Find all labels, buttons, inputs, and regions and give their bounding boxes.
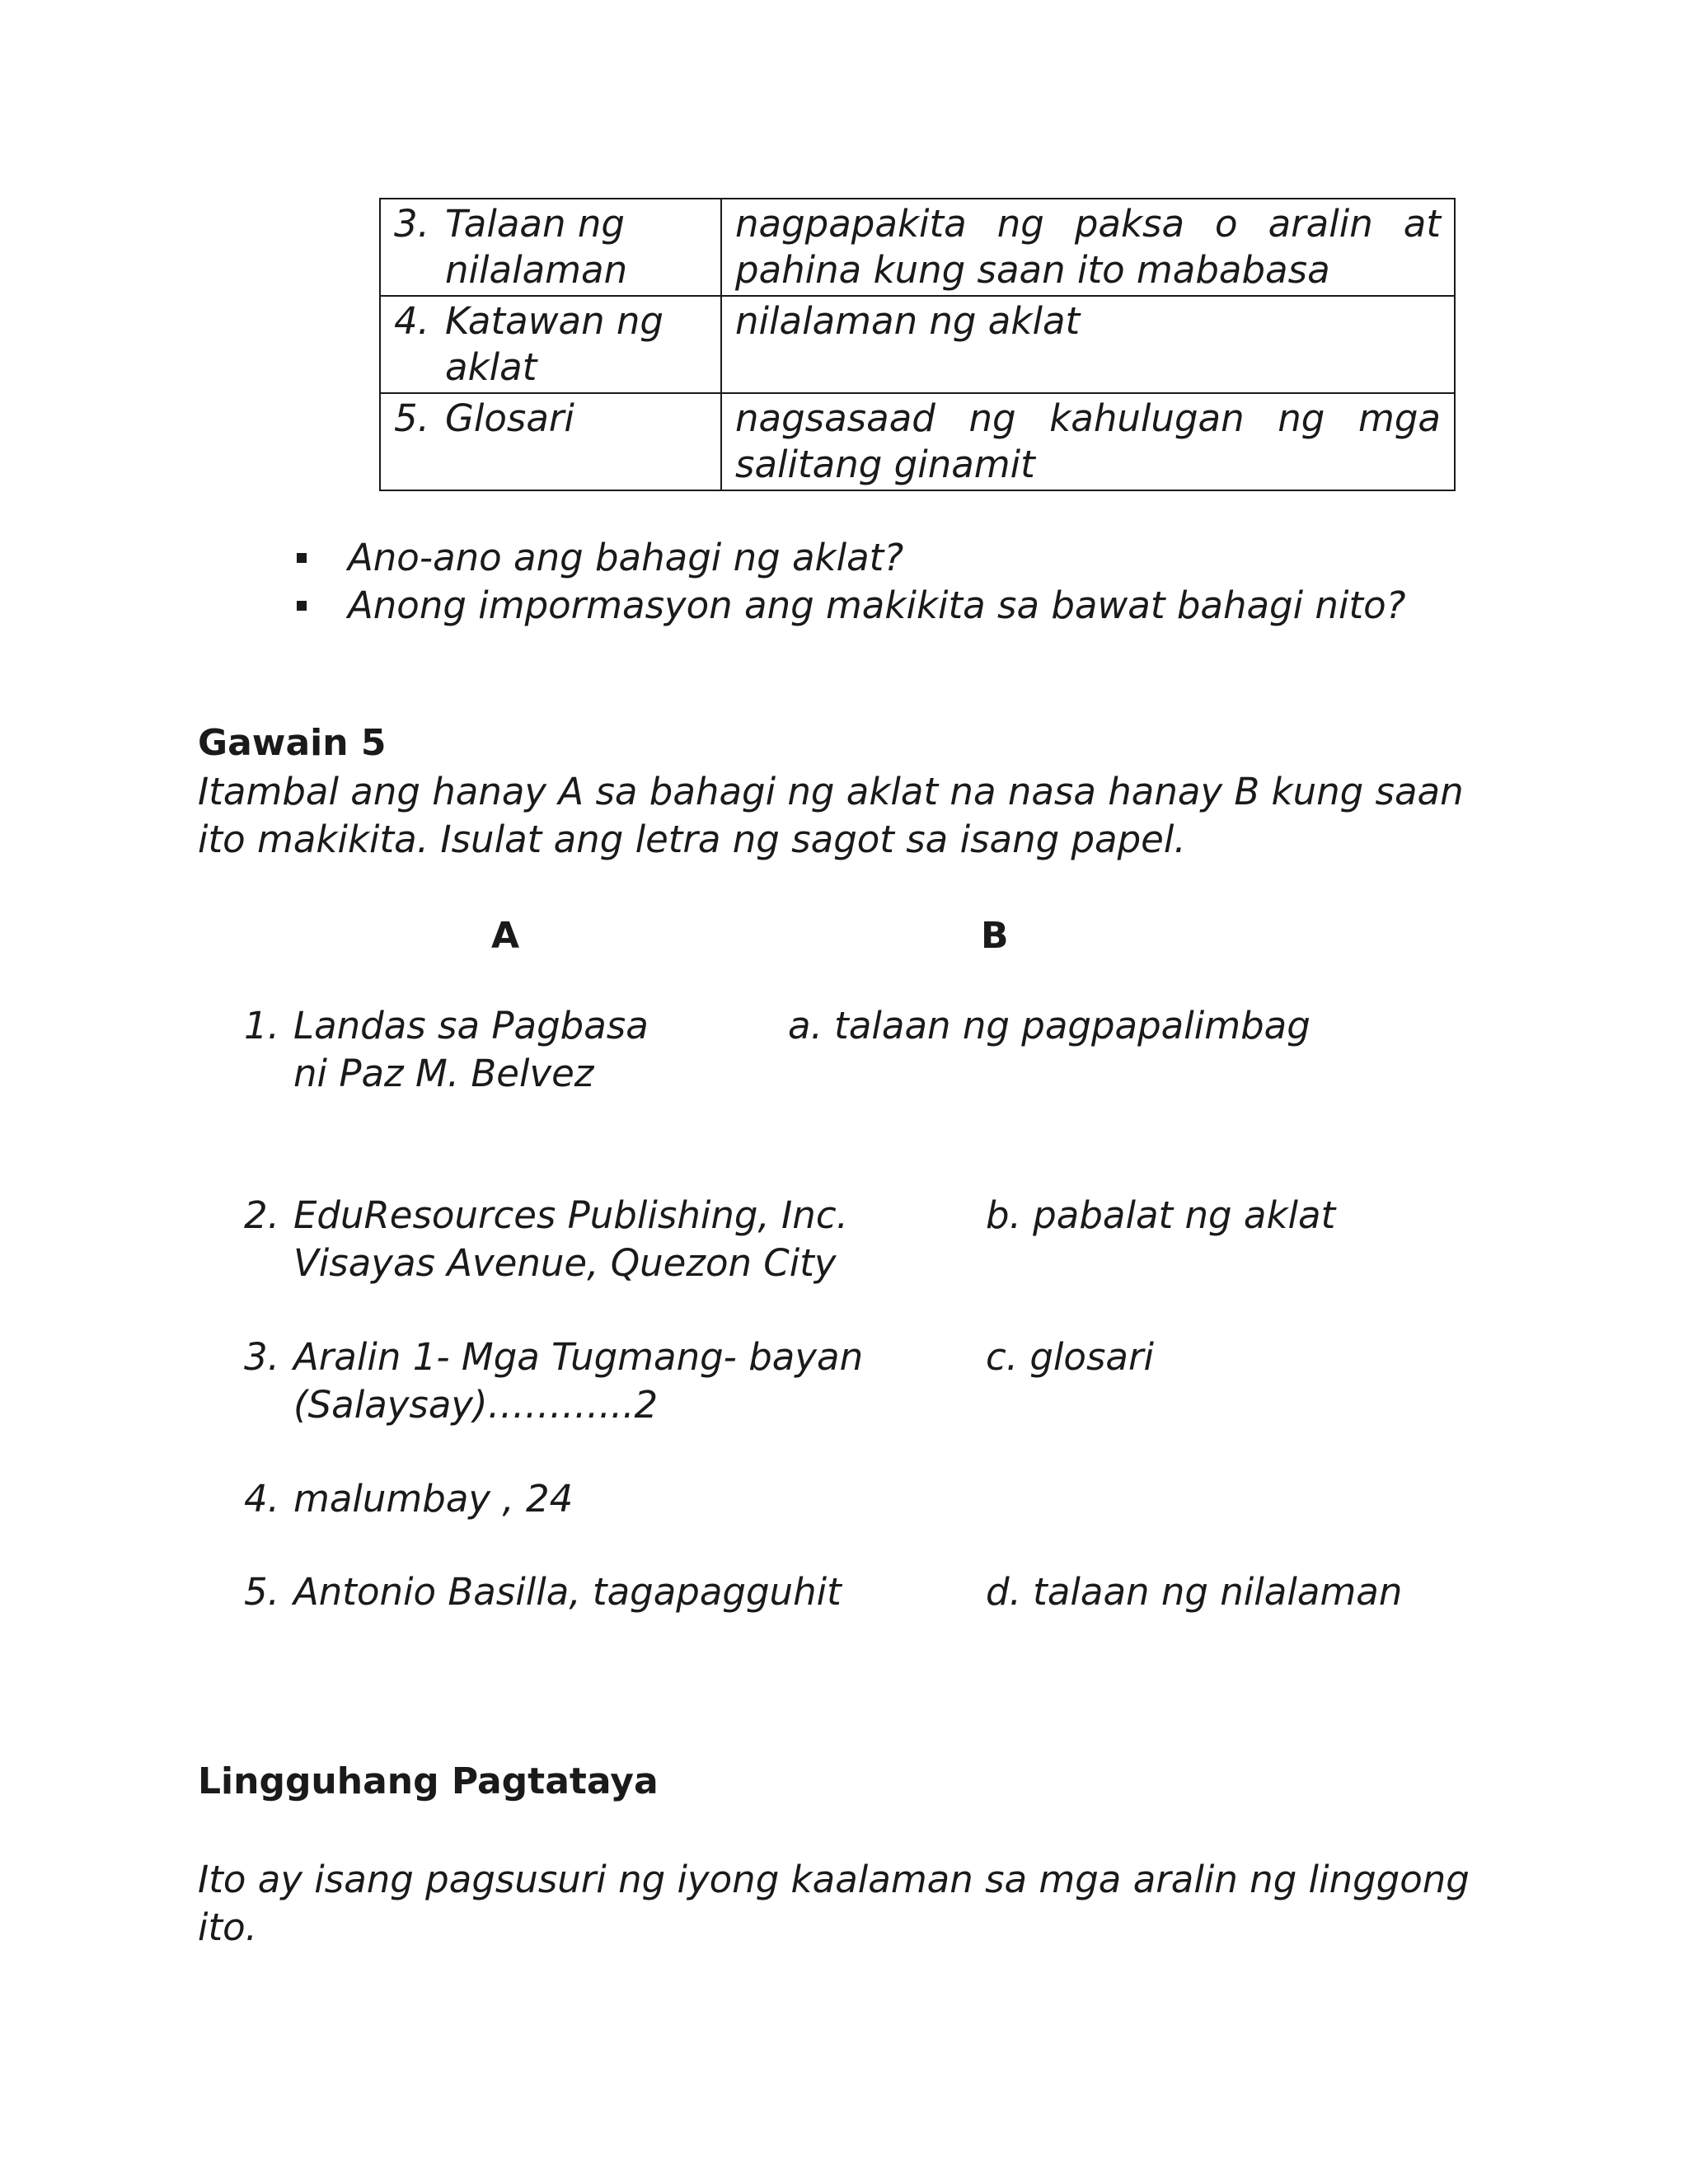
- gawain-title: Gawain 5: [198, 722, 387, 764]
- column-b-heading: B: [981, 915, 1009, 957]
- table-cell-part: [380, 199, 721, 296]
- item-line: (Salaysay)………...2: [293, 1383, 659, 1427]
- lingguhan-text: Ito ay isang pagsusuri ng iyong kaalaman sa mga aralin ng linggong ito.: [198, 1858, 1470, 1949]
- part-description: nilalaman ng aklat: [721, 296, 1455, 393]
- row-number: 4.: [394, 299, 429, 343]
- table-row: [380, 199, 1455, 296]
- table-cell-part: [380, 296, 721, 393]
- part-name: Talaan ng nilalaman: [445, 202, 628, 292]
- item-line: ni Paz M. Belvez: [293, 1052, 594, 1095]
- match-choice-b: c. glosari: [986, 1335, 1154, 1379]
- match-choice-b: a. talaan ng pagpapalimbag: [788, 1004, 1311, 1047]
- match-choice-b: b. pabalat ng aklat: [986, 1193, 1336, 1237]
- item-line: Aralin 1- Mga Tugmang- bayan: [293, 1335, 864, 1379]
- item-number: 5.: [244, 1570, 279, 1614]
- match-choice-b: d. talaan ng nilalaman: [986, 1570, 1403, 1614]
- lingguhan-title: Lingguhang Pagtataya: [198, 1760, 659, 1802]
- row-number: 3.: [394, 202, 429, 246]
- table-row: [380, 393, 1455, 490]
- item-line: malumbay , 24: [293, 1477, 574, 1521]
- item-line: Antonio Basilla, tagapagguhit: [293, 1570, 842, 1614]
- bullet-square-icon: [297, 553, 307, 563]
- list-item: [297, 582, 1406, 630]
- item-line: EduResources Publishing, Inc.: [293, 1193, 848, 1237]
- item-number: 3.: [244, 1335, 279, 1379]
- match-item-a: [244, 1002, 649, 1098]
- match-item-a: [244, 1475, 573, 1523]
- item-number: 2.: [244, 1193, 279, 1237]
- item-number: 4.: [244, 1477, 279, 1521]
- item-number: 1.: [244, 1004, 279, 1047]
- item-line: Landas sa Pagbasa: [293, 1004, 649, 1047]
- part-description: nagsasaad ng kahulugan ng mga salitang ginamit: [721, 393, 1455, 490]
- part-description: nagpapakita ng paksa o aralin at pahina kung saan ito mababasa: [721, 199, 1455, 296]
- column-a-heading: A: [491, 915, 520, 957]
- part-name: Glosari: [445, 396, 574, 440]
- row-number: 5.: [394, 396, 429, 440]
- gawain-instruction: Itambal ang hanay A sa bahagi ng aklat na nasa hanay B kung saan ito makikita. Isulat ang letra ng sagot sa isang papel.: [198, 770, 1464, 861]
- list-item: [297, 534, 1406, 582]
- question-list: [297, 534, 1406, 630]
- bullet-square-icon: [297, 601, 307, 611]
- book-parts-table: [379, 198, 1456, 491]
- match-item-a: [244, 1192, 848, 1287]
- part-name: Katawan ng aklat: [445, 299, 663, 389]
- table-cell-part: [380, 393, 721, 490]
- match-item-a: [244, 1568, 842, 1616]
- item-line: Visayas Avenue, Quezon City: [293, 1241, 837, 1285]
- question-text: Ano-ano ang bahagi ng aklat?: [348, 536, 904, 579]
- table-row: [380, 296, 1455, 393]
- question-text: Anong impormasyon ang makikita sa bawat bahagi nito?: [348, 583, 1406, 627]
- match-item-a: [244, 1333, 863, 1429]
